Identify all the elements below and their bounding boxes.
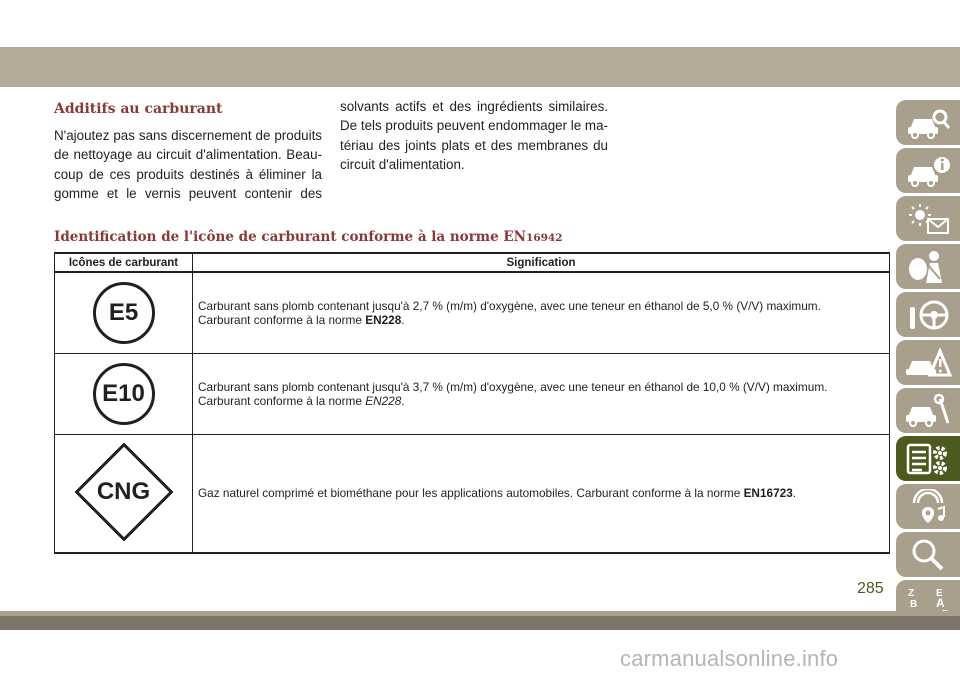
- meaning-line-prefix: Carburant conforme à la norme: [198, 393, 366, 408]
- paragraph-line: gomme et le vernis peuvent contenir des: [54, 185, 322, 201]
- car-magnifier-icon: [904, 105, 952, 141]
- watermark: carmanualsonline.info: [620, 646, 839, 671]
- norm-reference: EN228: [365, 393, 402, 408]
- fuel-icon-cell: [55, 434, 193, 553]
- table-header-row: [55, 253, 890, 272]
- meaning-line: Carburant sans plomb contenant jusqu'à 2,7 % (m/m) d'oxygène, avec une teneur en éthanol de 5,0 % (V/V) maximum.: [198, 298, 821, 313]
- paragraph-line: coup de ces produits destinés à éliminer la: [54, 166, 322, 182]
- car-info-icon: [904, 153, 952, 189]
- index-letter: B: [910, 598, 918, 610]
- cng-fuel-icon: [72, 440, 176, 544]
- meaning-line-prefix: Gaz naturel comprimé et biométhane pour les applications automobiles. Carburant conforme à la norme: [198, 486, 744, 501]
- fuel-icons-table: [54, 252, 890, 554]
- section-title-fuel-icon-identification: [54, 229, 563, 245]
- tab-technical-specifications[interactable]: [896, 436, 960, 481]
- table-row: [55, 353, 890, 434]
- norm-reference: EN16723: [743, 486, 793, 501]
- title-main-text: Identification de l'icône de carburant conforme à la norme EN: [54, 229, 527, 245]
- tab-servicing[interactable]: [896, 388, 960, 433]
- meaning-line-suffix: .: [401, 312, 405, 327]
- tab-index-search[interactable]: [896, 532, 960, 577]
- meaning-cell: [193, 272, 890, 353]
- warning-light-envelope-icon: [904, 201, 952, 237]
- e5-fuel-icon: E5: [93, 282, 155, 344]
- bottom-decorative-band-dark: [0, 616, 960, 630]
- top-decorative-band: [0, 47, 960, 87]
- tab-emergency[interactable]: [896, 340, 960, 385]
- meaning-line-suffix: .: [401, 393, 405, 408]
- cng-label: CNG: [96, 477, 151, 505]
- fuel-additives-paragraph-right: [340, 97, 608, 174]
- paragraph-line: de nettoyage au circuit d'alimentation. Beau-: [54, 147, 322, 163]
- airbag-person-icon: [904, 249, 952, 285]
- norm-reference: EN228: [365, 312, 402, 327]
- tab-warning-lights[interactable]: [896, 196, 960, 241]
- meaning-cell: [193, 434, 890, 553]
- e10-fuel-icon: E10: [93, 363, 155, 425]
- tab-multimedia[interactable]: [896, 484, 960, 529]
- car-breakdown-triangle-icon: [904, 345, 952, 381]
- table-row: [55, 272, 890, 353]
- meaning-line: Carburant sans plomb contenant jusqu'à 3,7 % (m/m) d'oxygène, avec une teneur en éthanol de 10,0 % (V/V) maximum.: [198, 379, 828, 394]
- meaning-line-prefix: Carburant conforme à la norme: [198, 312, 366, 327]
- paragraph-line: De tels produits peuvent endommager le ma-: [340, 118, 608, 134]
- car-wrench-icon: [904, 393, 952, 429]
- index-letter: E: [936, 587, 943, 599]
- section-title-fuel-additives: Additifs au carburant: [54, 101, 223, 117]
- tab-instruments[interactable]: [896, 148, 960, 193]
- index-letter: A: [936, 595, 945, 610]
- multimedia-music-icon: [904, 489, 952, 525]
- index-letter: Z: [908, 587, 915, 599]
- specifications-gear-icon: [904, 441, 952, 477]
- paragraph-line: N'ajoutez pas sans discernement de produits: [54, 128, 322, 143]
- fuel-icon-cell: [55, 272, 193, 353]
- tab-starting-driving[interactable]: [896, 292, 960, 337]
- paragraph-line: tériau des joints plats et des membranes du: [340, 137, 608, 153]
- tab-safety[interactable]: [896, 244, 960, 289]
- page-number: 285: [857, 580, 884, 597]
- column-header-meaning: Signification: [193, 253, 890, 272]
- index-search-icon: [904, 537, 952, 573]
- steering-wheel-icon: [904, 297, 952, 333]
- title-norm-number: 16942: [526, 232, 563, 244]
- fuel-icon-cell: [55, 353, 193, 434]
- paragraph-line: circuit d'alimentation.: [340, 156, 465, 172]
- meaning-line-suffix: .: [792, 486, 797, 501]
- table-row: [55, 434, 890, 553]
- column-header-icons: Icônes de carburant: [55, 253, 193, 272]
- chapter-tabs-sidebar: [896, 100, 960, 628]
- meaning-cell: [193, 353, 890, 434]
- tab-vehicle-overview[interactable]: [896, 100, 960, 145]
- fuel-additives-paragraph-left: [54, 126, 322, 203]
- paragraph-line: solvants actifs et des ingrédients similaires.: [340, 99, 608, 114]
